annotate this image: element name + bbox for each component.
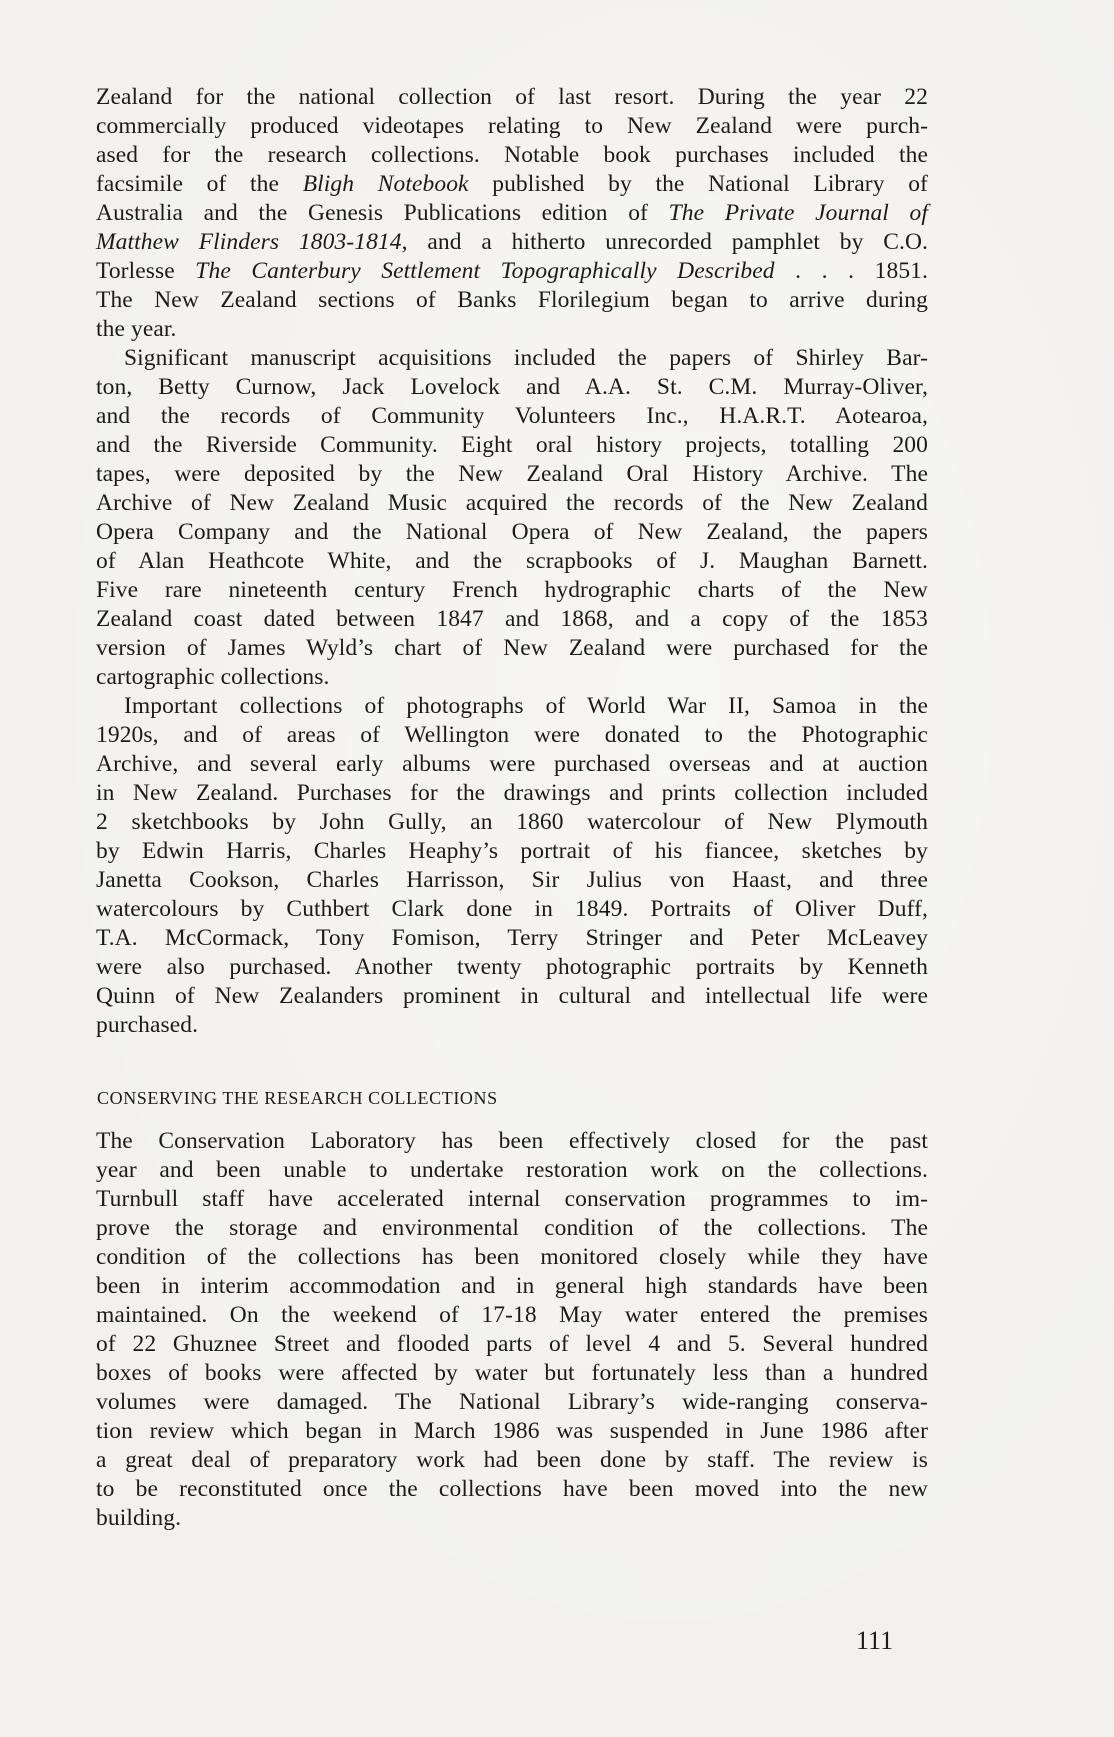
text-line: prove the storage and environmental condition of the collections. The <box>96 1215 928 1241</box>
text-line: commercially produced videotapes relating to New Zealand were purch- <box>96 113 928 139</box>
text-line <box>96 228 928 257</box>
text-line: 2 sketchbooks by John Gully, an 1860 watercolour of New Plymouth <box>96 809 928 835</box>
text-line: and the Riverside Community. Eight oral history projects, totalling 200 <box>96 432 928 458</box>
text-line: boxes of books were affected by water but fortunately less than a hundred <box>96 1360 928 1386</box>
text-line: Archive of New Zealand Music acquired the records of the New Zealand <box>96 490 928 516</box>
text-line: version of James Wyld’s chart of New Zealand were purchased for the <box>96 635 928 661</box>
text-line: Significant manuscript acquisitions included the papers of Shirley Bar- <box>124 345 928 371</box>
text-line: Zealand coast dated between 1847 and 1868, and a copy of the 1853 <box>96 606 928 632</box>
text-line: Quinn of New Zealanders prominent in cultural and intellectual life were <box>96 983 928 1009</box>
text-line: tapes, were deposited by the New Zealand Oral History Archive. The <box>96 461 928 487</box>
text-segment: Torlesse <box>96 258 196 284</box>
italic-title: The Canterbury Settlement Topographically Described <box>195 258 775 284</box>
italic-title: Matthew Flinders 1803-1814 <box>96 229 402 255</box>
text-line: of Alan Heathcote White, and the scrapbooks of J. Maughan Barnett. <box>96 548 928 574</box>
text-segment: facsimile of the <box>96 171 303 197</box>
text-line: Janetta Cookson, Charles Harrisson, Sir Julius von Haast, and three <box>96 867 928 893</box>
text-line: The Conservation Laboratory has been effectively closed for the past <box>96 1128 928 1154</box>
text-line: The New Zealand sections of Banks Florilegium began to arrive during <box>96 287 928 313</box>
paragraph-book-purchases <box>96 83 928 344</box>
text-line: 1920s, and of areas of Wellington were donated to the Photographic <box>96 722 928 748</box>
text-line <box>96 257 928 286</box>
text-segment: Australia and the Genesis Publications edition of <box>96 200 669 226</box>
text-line: volumes were damaged. The National Library’s wide-ranging conserva- <box>96 1389 928 1415</box>
text-line: of 22 Ghuznee Street and flooded parts of level 4 and 5. Several hundred <box>96 1331 928 1357</box>
text-line: Five rare nineteenth century French hydrographic charts of the New <box>96 577 928 603</box>
italic-title: The Private Journal of <box>668 200 928 226</box>
text-line: and the records of Community Volunteers Inc., H.A.R.T. Aotearoa, <box>96 403 928 429</box>
text-line: in New Zealand. Purchases for the drawings and prints collection included <box>96 780 928 806</box>
text-line: Archive, and several early albums were purchased overseas and at auction <box>96 751 928 777</box>
text-line <box>96 199 928 228</box>
text-line: maintained. On the weekend of 17-18 May water entered the premises <box>96 1302 928 1328</box>
italic-title: Bligh Notebook <box>302 171 469 197</box>
text-line: ased for the research collections. Notable book purchases included the <box>96 142 928 168</box>
text-line: were also purchased. Another twenty photographic portraits by Kenneth <box>96 954 928 980</box>
text-line: Important collections of photographs of World War II, Samoa in the <box>124 693 928 719</box>
text-line <box>96 170 928 199</box>
text-line: building. <box>96 1505 182 1531</box>
text-segment: , and a hitherto unrecorded pamphlet by C.O. <box>401 229 928 255</box>
paragraph-conservation <box>96 1127 928 1533</box>
text-line: cartographic collections. <box>96 664 330 690</box>
text-line: a great deal of preparatory work had been done by staff. The review is <box>96 1447 928 1473</box>
text-segment: published by the National Library of <box>468 171 928 197</box>
text-segment: . . . 1851. <box>774 258 929 284</box>
text-line: condition of the collections has been monitored closely while they have <box>96 1244 928 1270</box>
page-number: 111 <box>856 1626 894 1655</box>
text-line: by Edwin Harris, Charles Heaphy’s portrait of his fiancee, sketches by <box>96 838 928 864</box>
text-line: the year. <box>96 316 177 342</box>
text-line: been in interim accommodation and in general high standards have been <box>96 1273 928 1299</box>
text-line: ton, Betty Curnow, Jack Lovelock and A.A. St. C.M. Murray-Oliver, <box>96 374 928 400</box>
text-line: Turnbull staff have accelerated internal conservation programmes to im- <box>96 1186 928 1212</box>
text-line: Opera Company and the National Opera of New Zealand, the papers <box>96 519 928 545</box>
paragraph-manuscript-acquisitions <box>96 344 928 692</box>
text-line: to be reconstituted once the collections have been moved into the new <box>96 1476 928 1502</box>
text-line: T.A. McCormack, Tony Fomison, Terry Stringer and Peter McLeavey <box>96 925 928 951</box>
text-line: Zealand for the national collection of last resort. During the year 22 <box>96 84 928 110</box>
section-heading-conserving: CONSERVING THE RESEARCH COLLECTIONS <box>97 1088 498 1108</box>
text-line: purchased. <box>96 1012 199 1038</box>
text-line: tion review which began in March 1986 was suspended in June 1986 after <box>96 1418 928 1444</box>
paragraph-photographic-acquisitions <box>96 692 928 1040</box>
text-line: watercolours by Cuthbert Clark done in 1849. Portraits of Oliver Duff, <box>96 896 928 922</box>
text-line: year and been unable to undertake restoration work on the collections. <box>96 1157 928 1183</box>
